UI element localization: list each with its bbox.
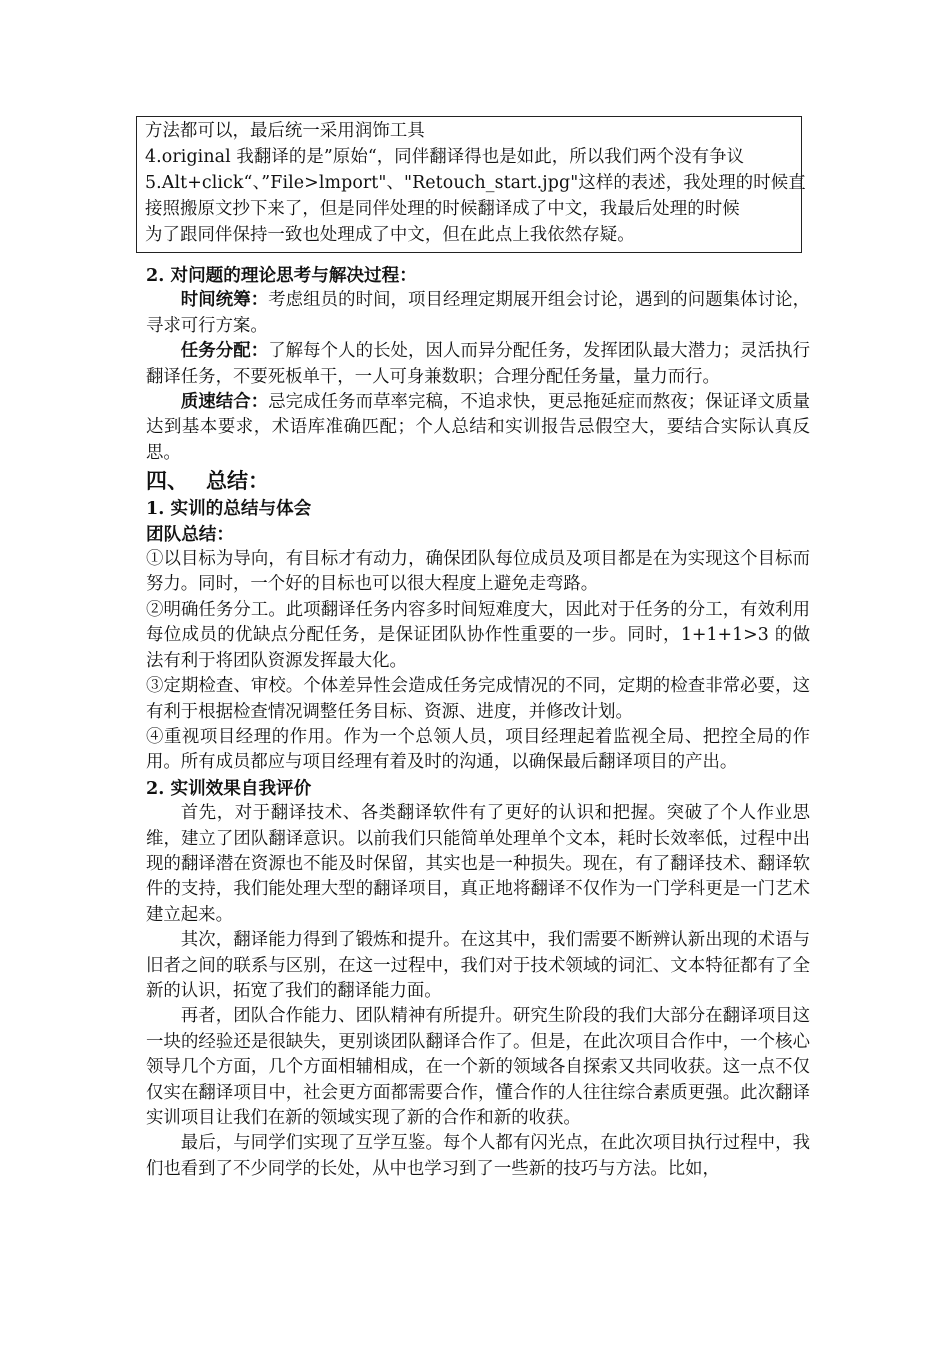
bordered-text-box bbox=[136, 116, 806, 253]
chapter-number: 四、 bbox=[146, 468, 188, 494]
box-line: 5.Alt+click“、”File>lmport"、"Retouch_start.jpg"这样的表述，我处理的时候直 bbox=[145, 173, 806, 193]
chapter-title: 总结： bbox=[206, 468, 269, 494]
summary-item: ④重视项目经理的作用。作为一个总领人员，项目经理起着监视全局、把控全局的作用。所有成员都应与项目经理有着及时的沟通，以确保最后翻译项目的产出。 bbox=[146, 726, 810, 773]
paragraph-lead: 质速结合： bbox=[180, 392, 269, 413]
paragraph-lead: 任务分配： bbox=[180, 341, 269, 362]
paragraph: 最后，与同学们实现了互学互鉴。每个人都有闪光点，在此次项目执行过程中，我们也看到了不少同学的长处，从中也学习到了一些新的技巧与方法。比如， bbox=[146, 1133, 810, 1179]
paragraph-text: 了解每个人的长处，因人而异分配任务，发挥团队最大潜力；灵活执行翻译任务，不要死板单干，一人可身兼数职；合理分配任务量，量力而行。 bbox=[146, 341, 810, 387]
paragraph bbox=[146, 390, 810, 466]
box-line: 4.original 我翻译的是”原始“，同伴翻译得也是如此，所以我们两个没有争议 bbox=[145, 147, 745, 167]
section-heading: 2. 对问题的理论思考与解决过程： bbox=[146, 265, 417, 286]
summary-item: ③定期检查、审校。个体差异性会造成任务完成情况的不同，定期的检查非常必要，这有利于根据检查情况调整任务目标、资源、进度，并修改计划。 bbox=[146, 676, 810, 722]
box-line: 接照搬原文抄下来了，但是同伴处理的时候翻译成了中文，我最后处理的时候 bbox=[145, 199, 740, 219]
subsection-heading: 2. 实训效果自我评价 bbox=[146, 777, 312, 799]
paragraph-lead: 时间统筹： bbox=[180, 290, 269, 311]
main-content bbox=[146, 263, 810, 1182]
box-line: 方法都可以，最后统一采用润饰工具 bbox=[145, 121, 425, 141]
paragraph bbox=[146, 339, 810, 390]
paragraph: 再者，团队合作能力、团队精神有所提升。研究生阶段的我们大部分在翻译项目这一块的经验还是很缺失，更别谈团队翻译合作了。但是，在此次项目合作中，一个核心领导几个方面，几个方面相辅相成，在一个新的领域各自探索又共同收获。这一点不仅仅实在翻译项目中，社会更方面都需要合作，懂合作的人往往综合素质更强。此次翻译实训项目让我们在新的领域实现了新的合作和新的收获。 bbox=[146, 1006, 810, 1128]
subsection-heading: 1. 实训的总结与体会 bbox=[146, 498, 312, 520]
summary-item: ①以目标为导向，有目标才有动力，确保团队每位成员及项目都是在为实现这个目标而努力。同时，一个好的目标也可以很大程度上避免走弯路。 bbox=[146, 549, 810, 595]
paragraph: 其次，翻译能力得到了锻炼和提升。在这其中，我们需要不断辨认新出现的术语与旧者之间的联系与区别，在这一过程中，我们对于技术领域的词汇、文本特征都有了全新的认识，拓宽了我们的翻译能力面。 bbox=[146, 930, 810, 1001]
paragraph-text: 忌完成任务而草率完稿，不追求快，更忌拖延症而熬夜；保证译文质量达到基本要求，术语库准确匹配；个人总结和实训报告忌假空大，要结合实际认真反思。 bbox=[146, 392, 810, 463]
paragraph: 首先，对于翻译技术、各类翻译软件有了更好的认识和把握。突破了个人作业思维，建立了团队翻译意识。以前我们只能简单处理单个文本，耗时长效率低，过程中出现的翻译潜在资源也不能及时保留，其实也是一种损失。现在，有了翻译技术、翻译软件的支持，我们能处理大型的翻译项目，真正地将翻译不仅作为一门学科更是一门艺术建立起来。 bbox=[146, 803, 810, 925]
box-line: 为了跟同伴保持一致也处理成了中文，但在此点上我依然存疑。 bbox=[145, 225, 635, 245]
summary-item: ②明确任务分工。此项翻译任务内容多时间短难度大，因此对于任务的分工，有效利用每位成员的优缺点分配任务，是保证团队协作性重要的一步。同时，1+1+1>3 的做法有利于将团队资源发挥最大化。 bbox=[146, 599, 810, 671]
team-summary-label: 团队总结： bbox=[146, 523, 234, 545]
chapter-heading bbox=[146, 466, 810, 496]
paragraph bbox=[146, 288, 810, 339]
paragraph-text: 考虑组员的时间，项目经理定期展开组会讨论，遇到的问题集体讨论，寻求可行方案。 bbox=[146, 290, 810, 336]
